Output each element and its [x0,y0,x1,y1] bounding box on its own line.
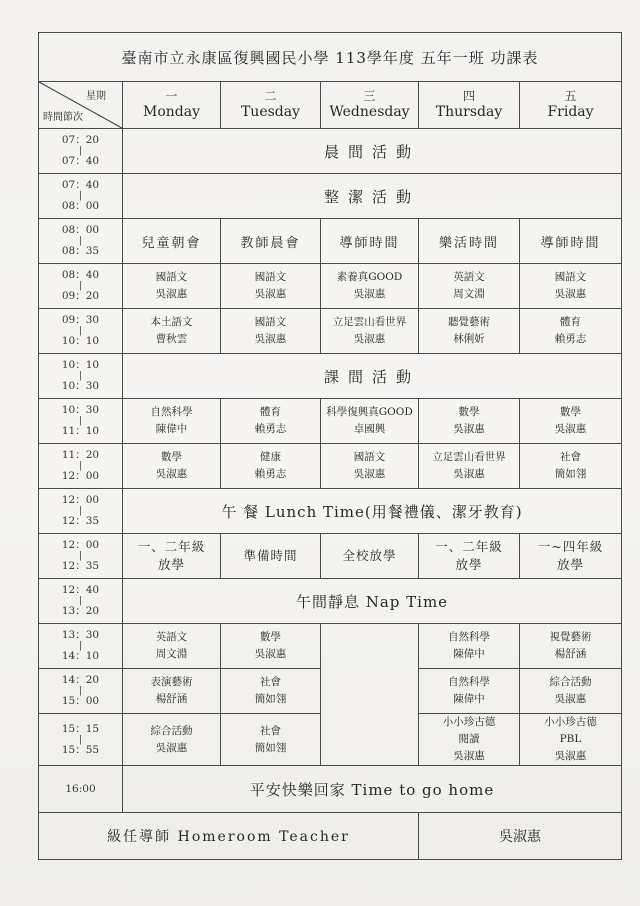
subject: 國語文 [155,271,188,283]
class-cell [221,669,321,714]
teacher: 吳淑惠 [254,288,287,300]
subject: 教師晨會 [240,235,301,251]
activity-banner: 整潔活動 [123,174,622,219]
day-header-fri [520,82,622,129]
table-row [39,624,622,669]
activity-banner: 平安快樂回家 Time to go home [123,766,622,813]
time-start: 07：20 [61,134,100,146]
subject: 小小珍古德 [442,716,496,728]
subject: 國語文 [254,316,287,328]
subject: 準備時間 [243,548,298,563]
teacher: 吳淑惠 [453,423,485,435]
time-start: 14：20 [61,674,100,686]
teacher: 陳偉中 [453,693,485,705]
activity-banner: 午間靜息 Nap Time [123,579,622,624]
class-cell [221,714,321,766]
teacher: 吳淑惠 [353,288,386,300]
class-cell [123,444,221,489]
teacher: 周文淵 [453,288,485,300]
day-en: Tuesday [240,104,301,120]
subject: 立足雲山看世界 [432,451,506,463]
time-end: 09：20 [61,290,100,302]
day-en: Wednesday [329,104,410,120]
subject: 一~四年級 [537,539,604,554]
period-time [39,129,123,174]
period-time [39,354,123,399]
subject: 自然科學 [448,631,490,643]
class-cell [520,534,622,579]
time-start: 10：30 [61,404,100,416]
class-cell [221,534,321,579]
time-start: 10：10 [61,359,100,371]
class-cell [419,669,520,714]
teacher: 陳偉中 [453,648,485,660]
teacher: 吳淑惠 [155,468,188,480]
day-zh: 四 [462,89,475,103]
day-zh: 二 [264,89,277,103]
class-cell [520,399,622,444]
time-start: 12：00 [61,539,100,551]
table-row [39,174,622,219]
time-end: 15：00 [61,695,100,707]
class-cell [520,714,622,766]
table-row [39,489,622,534]
teacher: 賴勇志 [554,333,587,345]
time-start: 09：30 [61,314,100,326]
day-header-thu [419,82,520,129]
class-cell [419,624,520,669]
day-zh: 三 [363,89,376,103]
period-time [39,579,123,624]
timetable [38,32,622,860]
time-sep: | [78,326,83,336]
subject: 國語文 [254,271,287,283]
subject: 樂活時間 [438,235,499,251]
class-cell [321,399,419,444]
time-start: 12：00 [61,494,100,506]
activity-banner: 晨間活動 [123,129,622,174]
table-row [39,264,622,309]
class-cell [321,309,419,354]
time-end: 12：35 [61,515,100,527]
homeroom-teacher-name: 吳淑惠 [419,813,622,860]
class-cell [419,444,520,489]
time-sep: | [78,371,83,381]
subject: 社會 [260,676,281,688]
time-end: 08：35 [61,245,100,257]
class-cell [221,219,321,264]
teacher: 賴勇志 [254,468,287,480]
day-header-wed [321,82,419,129]
time-start: 15：15 [61,722,100,735]
time-sep: | [78,686,83,696]
time-sep: | [78,461,83,471]
table-row [39,354,622,399]
subject: 健康 [260,451,281,463]
subject: 數學 [161,451,182,463]
table-row [39,579,622,624]
day-en: Thursday [435,104,503,120]
time-end: 10：10 [61,335,100,347]
teacher: 吳淑惠 [254,648,287,660]
time-start: 12：40 [61,584,100,596]
subject: 社會 [560,451,581,463]
period-time [39,309,123,354]
class-cell [221,444,321,489]
table-row [39,534,622,579]
subject: 體育 [260,406,281,418]
subject: 導師時間 [540,235,601,251]
teacher: 吳淑惠 [254,333,287,345]
class-cell [123,219,221,264]
subject: 國語文 [353,451,386,463]
period-time [39,714,123,766]
time-sep: | [78,146,83,156]
teacher: 吳淑惠 [554,693,587,705]
time-sep: | [78,281,83,291]
period-time [39,669,123,714]
subject: 小小珍古德 [544,716,597,728]
class-cell [520,444,622,489]
time-end: 14：10 [61,650,100,662]
time-sep: | [78,641,83,651]
teacher: 簡如翎 [554,468,587,480]
time-end: 08：00 [61,200,100,212]
day-zh: 一 [165,89,178,103]
corner-period-label: 時間節次 [43,112,83,123]
day-header-mon [123,82,221,129]
period-time [39,399,123,444]
teacher: 吳淑惠 [453,750,485,762]
class-cell [520,309,622,354]
empty-block [321,624,419,766]
class-cell [221,309,321,354]
teacher: 簡如翎 [254,693,287,705]
class-cell [321,444,419,489]
time-start: 08：00 [61,224,100,236]
period-time [39,766,123,813]
subtitle: 閱讀 [458,733,480,745]
subject: 英語文 [155,631,188,643]
teacher: 曹秋雲 [155,333,188,345]
table-row [39,129,622,174]
header-row [39,82,622,129]
page-title: 臺南市立永康區復興國民小學 113學年度 五年一班 功課表 [39,33,622,82]
class-cell [419,309,520,354]
class-cell [520,669,622,714]
subject: 視覺藝術 [549,631,592,643]
time-sep: | [78,191,83,201]
teacher: 放學 [157,557,185,572]
subject: 綜合活動 [150,724,193,737]
subject: 導師時間 [339,235,400,251]
teacher: 楊舒涵 [554,648,587,660]
table-row [39,766,622,813]
time-end: 11：10 [61,425,100,437]
period-time [39,219,123,264]
subject: 本土語文 [150,316,193,328]
period-time [39,264,123,309]
class-cell [321,534,419,579]
subject: 素養真GOOD [336,271,403,283]
subject: 聽覺藝術 [448,316,490,328]
class-cell [123,309,221,354]
class-cell [321,264,419,309]
subject: 英語文 [453,271,485,283]
time-sep: | [78,236,83,246]
time-end: 15：55 [61,743,100,756]
class-cell [419,399,520,444]
period-time [39,489,123,534]
time-end: 13：20 [61,605,100,617]
teacher: 賴勇志 [254,423,287,435]
teacher: 吳淑惠 [554,423,587,435]
subtitle: PBL [559,733,582,745]
class-cell [321,219,419,264]
footer-row [39,813,622,860]
teacher: 放學 [455,557,483,572]
time-sep: | [78,734,83,745]
class-cell [221,624,321,669]
class-cell [221,264,321,309]
teacher: 吳淑惠 [453,468,485,480]
subject: 體育 [560,316,581,328]
table-row [39,399,622,444]
time-start: 16:00 [65,782,96,795]
teacher: 楊舒涵 [155,693,188,705]
teacher: 林俐妡 [453,333,485,345]
time-sep: | [78,416,83,426]
time-sep: | [78,551,83,561]
class-cell [123,264,221,309]
teacher: 吳淑惠 [554,750,587,762]
time-sep: | [78,596,83,606]
class-cell [123,714,221,766]
subject: 自然科學 [448,676,490,688]
time-start: 11：20 [61,449,100,461]
time-end: 12：00 [61,470,100,482]
subject: 科學復興真GOOD [326,406,413,418]
teacher: 簡如翎 [254,741,287,754]
corner-cell [39,82,123,129]
teacher: 周文淵 [155,648,188,660]
subject: 立足雲山看世界 [332,316,407,328]
teacher: 吳淑惠 [155,741,188,754]
class-cell [419,219,520,264]
class-cell [419,534,520,579]
time-end: 12：35 [61,560,100,572]
time-end: 10：30 [61,380,100,392]
subject: 數學 [260,631,281,643]
homeroom-teacher-label: 級任導師 Homeroom Teacher [39,813,419,860]
time-sep: | [78,506,83,516]
class-cell [520,624,622,669]
subject: 數學 [458,406,480,418]
teacher: 吳淑惠 [353,468,386,480]
time-start: 07：40 [61,179,100,191]
corner-weekday-label: 星期 [86,91,106,102]
subject: 綜合活動 [549,676,592,688]
day-zh: 五 [564,89,577,103]
table-row [39,309,622,354]
period-time [39,534,123,579]
table-row [39,219,622,264]
time-start: 13：30 [61,629,100,641]
class-cell [123,534,221,579]
teacher: 放學 [556,557,584,572]
subject: 自然科學 [150,406,193,418]
subject: 兒童朝會 [141,235,202,251]
subject: 表演藝術 [150,676,193,688]
day-en: Friday [547,104,594,120]
subject: 社會 [260,724,281,737]
class-cell [221,399,321,444]
activity-banner: 課間活動 [123,354,622,399]
class-cell [520,219,622,264]
activity-banner: 午 餐 Lunch Time(用餐禮儀、潔牙教育) [123,489,622,534]
class-cell [419,264,520,309]
day-en: Monday [143,104,200,120]
subject: 國語文 [554,271,587,283]
subject: 數學 [560,406,581,418]
time-end: 07：40 [61,155,100,167]
period-time [39,444,123,489]
subject: 一、二年級 [137,539,206,554]
teacher: 吳淑惠 [353,333,386,345]
period-time [39,624,123,669]
teacher: 吳淑惠 [554,288,587,300]
time-start: 08：40 [61,269,100,281]
period-time [39,174,123,219]
class-cell [419,714,520,766]
table-row [39,444,622,489]
teacher: 陳偉中 [155,423,188,435]
subject: 全校放學 [342,548,397,563]
teacher: 吳淑惠 [155,288,188,300]
subject: 一、二年級 [435,539,503,554]
class-cell [520,264,622,309]
class-cell [123,399,221,444]
class-cell [123,669,221,714]
day-header-tue [221,82,321,129]
teacher: 卓國興 [353,423,386,435]
class-cell [123,624,221,669]
